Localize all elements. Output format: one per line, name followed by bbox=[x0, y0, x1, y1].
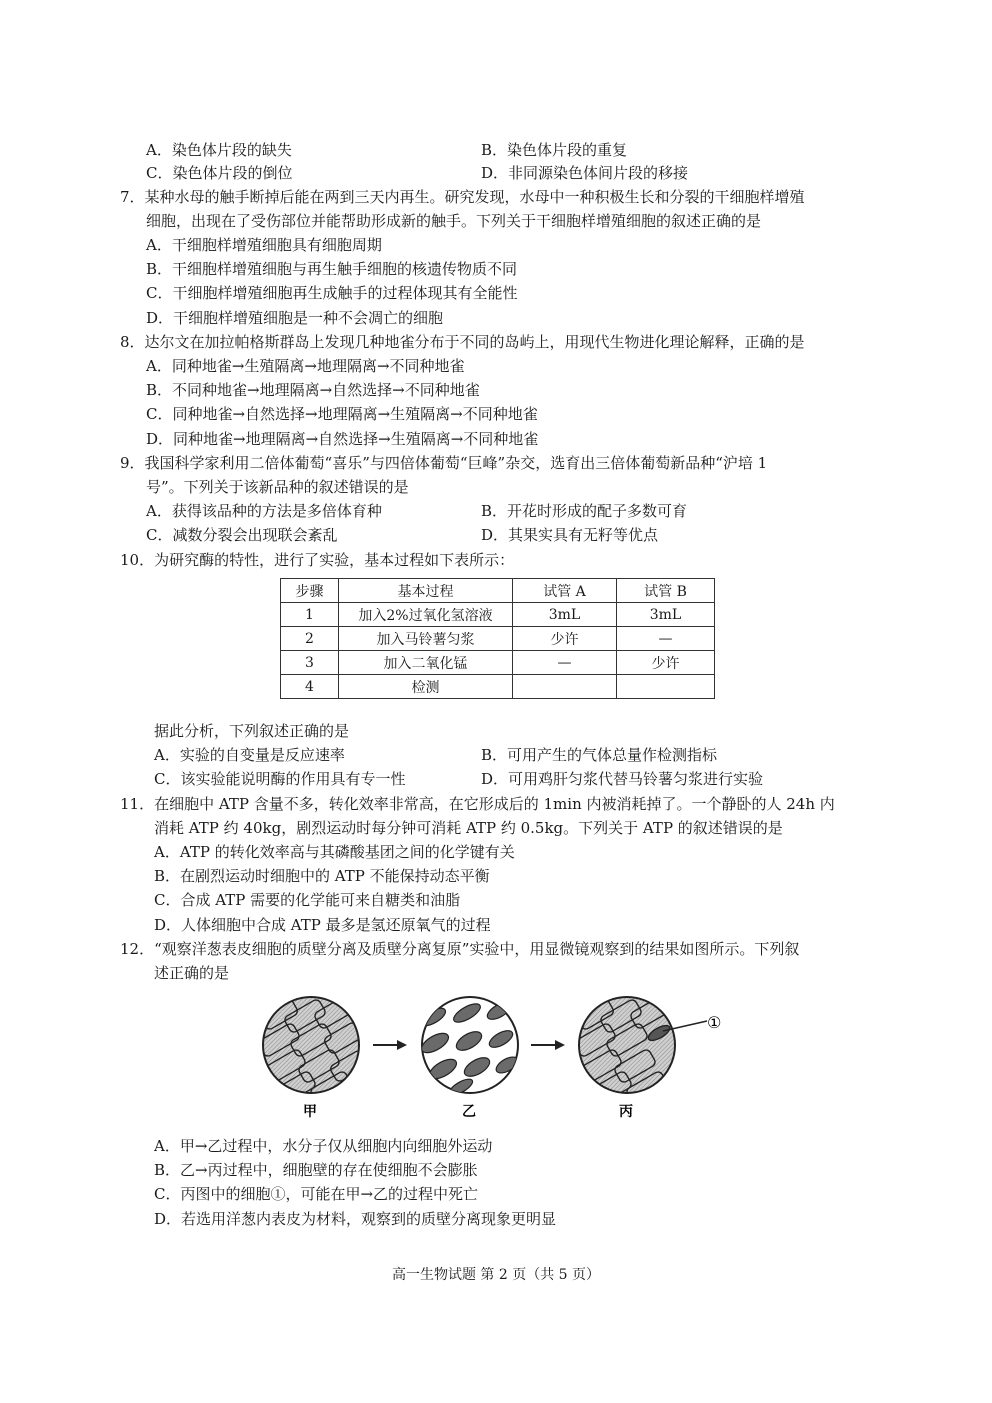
q12-stem-1: 12．“观察洋葱表皮细胞的质壁分离及质壁分离复原”实验中，用显微镜观察到的结果如图所示。下列叙 bbox=[120, 940, 800, 958]
enzyme-experiment-table bbox=[280, 578, 715, 699]
q11-stem-2: 消耗 ATP 约 40kg，剧烈运动时每分钟可消耗 ATP 约 0.5kg。下列关于 ATP 的叙述错误的是 bbox=[154, 819, 783, 837]
table-cell: — bbox=[617, 627, 715, 651]
q8-option-a: A．同种地雀→生殖隔离→地理隔离→不同种地雀 bbox=[146, 357, 465, 375]
table-cell: 加入二氧化锰 bbox=[339, 651, 513, 675]
q9-option-c: C．减数分裂会出现联会紊乱 bbox=[146, 526, 338, 544]
table-header-row bbox=[281, 579, 715, 603]
marker-cell-1: ① bbox=[707, 1013, 722, 1032]
table-cell: — bbox=[513, 651, 617, 675]
q6-option-a: A．染色体片段的缺失 bbox=[146, 141, 292, 159]
table-cell: 2 bbox=[281, 627, 339, 651]
q7-option-a: A．干细胞样增殖细胞具有细胞周期 bbox=[146, 236, 382, 254]
q9-stem-2: 号”。下列关于该新品种的叙述错误的是 bbox=[146, 478, 409, 496]
q10-option-a: A．实验的自变量是反应速率 bbox=[154, 746, 345, 764]
q6-option-c: C．染色体片段的倒位 bbox=[146, 164, 293, 182]
table-row bbox=[281, 627, 715, 651]
q7-option-c: C．干细胞样增殖细胞再生成触手的过程体现其有全能性 bbox=[146, 284, 518, 302]
q9-option-a: A．获得该品种的方法是多倍体育种 bbox=[146, 502, 382, 520]
table-cell: 3 bbox=[281, 651, 339, 675]
q11-option-b: B．在剧烈运动时细胞中的 ATP 不能保持动态平衡 bbox=[154, 867, 490, 885]
table-cell: 加入马铃薯匀浆 bbox=[339, 627, 513, 651]
header-step: 步骤 bbox=[281, 579, 339, 603]
q11-option-a: A．ATP 的转化效率高与其磷酸基团之间的化学键有关 bbox=[154, 843, 515, 861]
q8-option-c: C．同种地雀→自然选择→地理隔离→生殖隔离→不同种地雀 bbox=[146, 405, 538, 423]
label-jia: 甲 bbox=[303, 1104, 317, 1120]
table-cell: 1 bbox=[281, 603, 339, 627]
arrow-jia-to-yi bbox=[373, 1040, 407, 1050]
q10-after-text: 据此分析，下列叙述正确的是 bbox=[154, 722, 350, 740]
table-cell: 4 bbox=[281, 675, 339, 699]
q6-option-d: D．非同源染色体间片段的移接 bbox=[481, 164, 689, 182]
q8-stem: 8．达尔文在加拉帕格斯群岛上发现几种地雀分布于不同的岛屿上，用现代生物进化理论解释，正确的是 bbox=[120, 333, 805, 351]
table-cell: 少许 bbox=[513, 627, 617, 651]
label-bing: 丙 bbox=[619, 1104, 633, 1120]
table-cell: 3mL bbox=[513, 603, 617, 627]
table-row bbox=[281, 651, 715, 675]
q7-option-b: B．干细胞样增殖细胞与再生触手细胞的核遗传物质不同 bbox=[146, 260, 518, 278]
q10-option-b: B．可用产生的气体总量作检测指标 bbox=[481, 746, 718, 764]
q11-stem-1: 11．在细胞中 ATP 含量不多，转化效率非常高，在它形成后的 1min 内被消耗掉了。一个静卧的人 24h 内 bbox=[120, 795, 835, 813]
q7-option-d: D．干细胞样增殖细胞是一种不会凋亡的细胞 bbox=[146, 309, 444, 327]
label-yi: 乙 bbox=[462, 1104, 476, 1120]
arrow-yi-to-bing bbox=[531, 1040, 565, 1050]
cell-view-jia bbox=[257, 995, 369, 1106]
q9-option-d: D．其果实具有无籽等优点 bbox=[481, 526, 659, 544]
q9-option-b: B．开花时形成的配子多数可育 bbox=[481, 502, 688, 520]
plasmolysis-diagram bbox=[255, 995, 725, 1123]
header-tube-b: 试管 B bbox=[617, 579, 715, 603]
table-cell bbox=[513, 675, 617, 699]
table-cell: 3mL bbox=[617, 603, 715, 627]
q11-option-d: D．人体细胞中合成 ATP 最多是氢还原氧气的过程 bbox=[154, 916, 491, 934]
q7-stem-1: 7．某种水母的触手断掉后能在两到三天内再生。研究发现，水母中一种积极生长和分裂的干细胞样增殖 bbox=[120, 188, 805, 206]
cell-view-yi bbox=[418, 997, 521, 1098]
plasmolysis-figure bbox=[255, 995, 725, 1123]
q8-option-d: D．同种地雀→地理隔离→自然选择→生殖隔离→不同种地雀 bbox=[146, 430, 539, 448]
q10-stem: 10．为研究酶的特性，进行了实验，基本过程如下表所示： bbox=[120, 551, 515, 569]
q8-option-b: B．不同种地雀→地理隔离→自然选择→不同种地雀 bbox=[146, 381, 480, 399]
q11-option-c: C．合成 ATP 需要的化学能可来自糖类和油脂 bbox=[154, 891, 461, 909]
table-cell: 检测 bbox=[339, 675, 513, 699]
cell-view-bing bbox=[573, 995, 707, 1106]
q10-option-d: D．可用鸡肝匀浆代替马铃薯匀浆进行实验 bbox=[481, 770, 764, 788]
q12-option-b: B．乙→丙过程中，细胞壁的存在使细胞不会膨胀 bbox=[154, 1161, 478, 1179]
header-tube-a: 试管 A bbox=[513, 579, 617, 603]
table-cell bbox=[617, 675, 715, 699]
table-row bbox=[281, 603, 715, 627]
q10-option-c: C．该实验能说明酶的作用具有专一性 bbox=[154, 770, 406, 788]
header-process: 基本过程 bbox=[339, 579, 513, 603]
q12-option-c: C．丙图中的细胞①，可能在甲→乙的过程中死亡 bbox=[154, 1185, 479, 1203]
q12-stem-2: 述正确的是 bbox=[154, 964, 230, 982]
q7-stem-2: 细胞，出现在了受伤部位并能帮助形成新的触手。下列关于干细胞样增殖细胞的叙述正确的是 bbox=[146, 212, 762, 230]
q12-option-d: D．若选用洋葱内表皮为材料，观察到的质壁分离现象更明显 bbox=[154, 1210, 557, 1228]
q12-option-a: A．甲→乙过程中，水分子仅从细胞内向细胞外运动 bbox=[154, 1137, 493, 1155]
table-row bbox=[281, 675, 715, 699]
table-cell: 加入2%过氧化氢溶液 bbox=[339, 603, 513, 627]
page-footer: 高一生物试题 第 2 页（共 5 页） bbox=[391, 1267, 601, 1283]
q9-stem-1: 9．我国科学家利用二倍体葡萄“喜乐”与四倍体葡萄“巨峰”杂交，选育出三倍体葡萄新品种“沪培 1 bbox=[120, 454, 768, 472]
q6-option-b: B．染色体片段的重复 bbox=[481, 141, 628, 159]
table-cell: 少许 bbox=[617, 651, 715, 675]
